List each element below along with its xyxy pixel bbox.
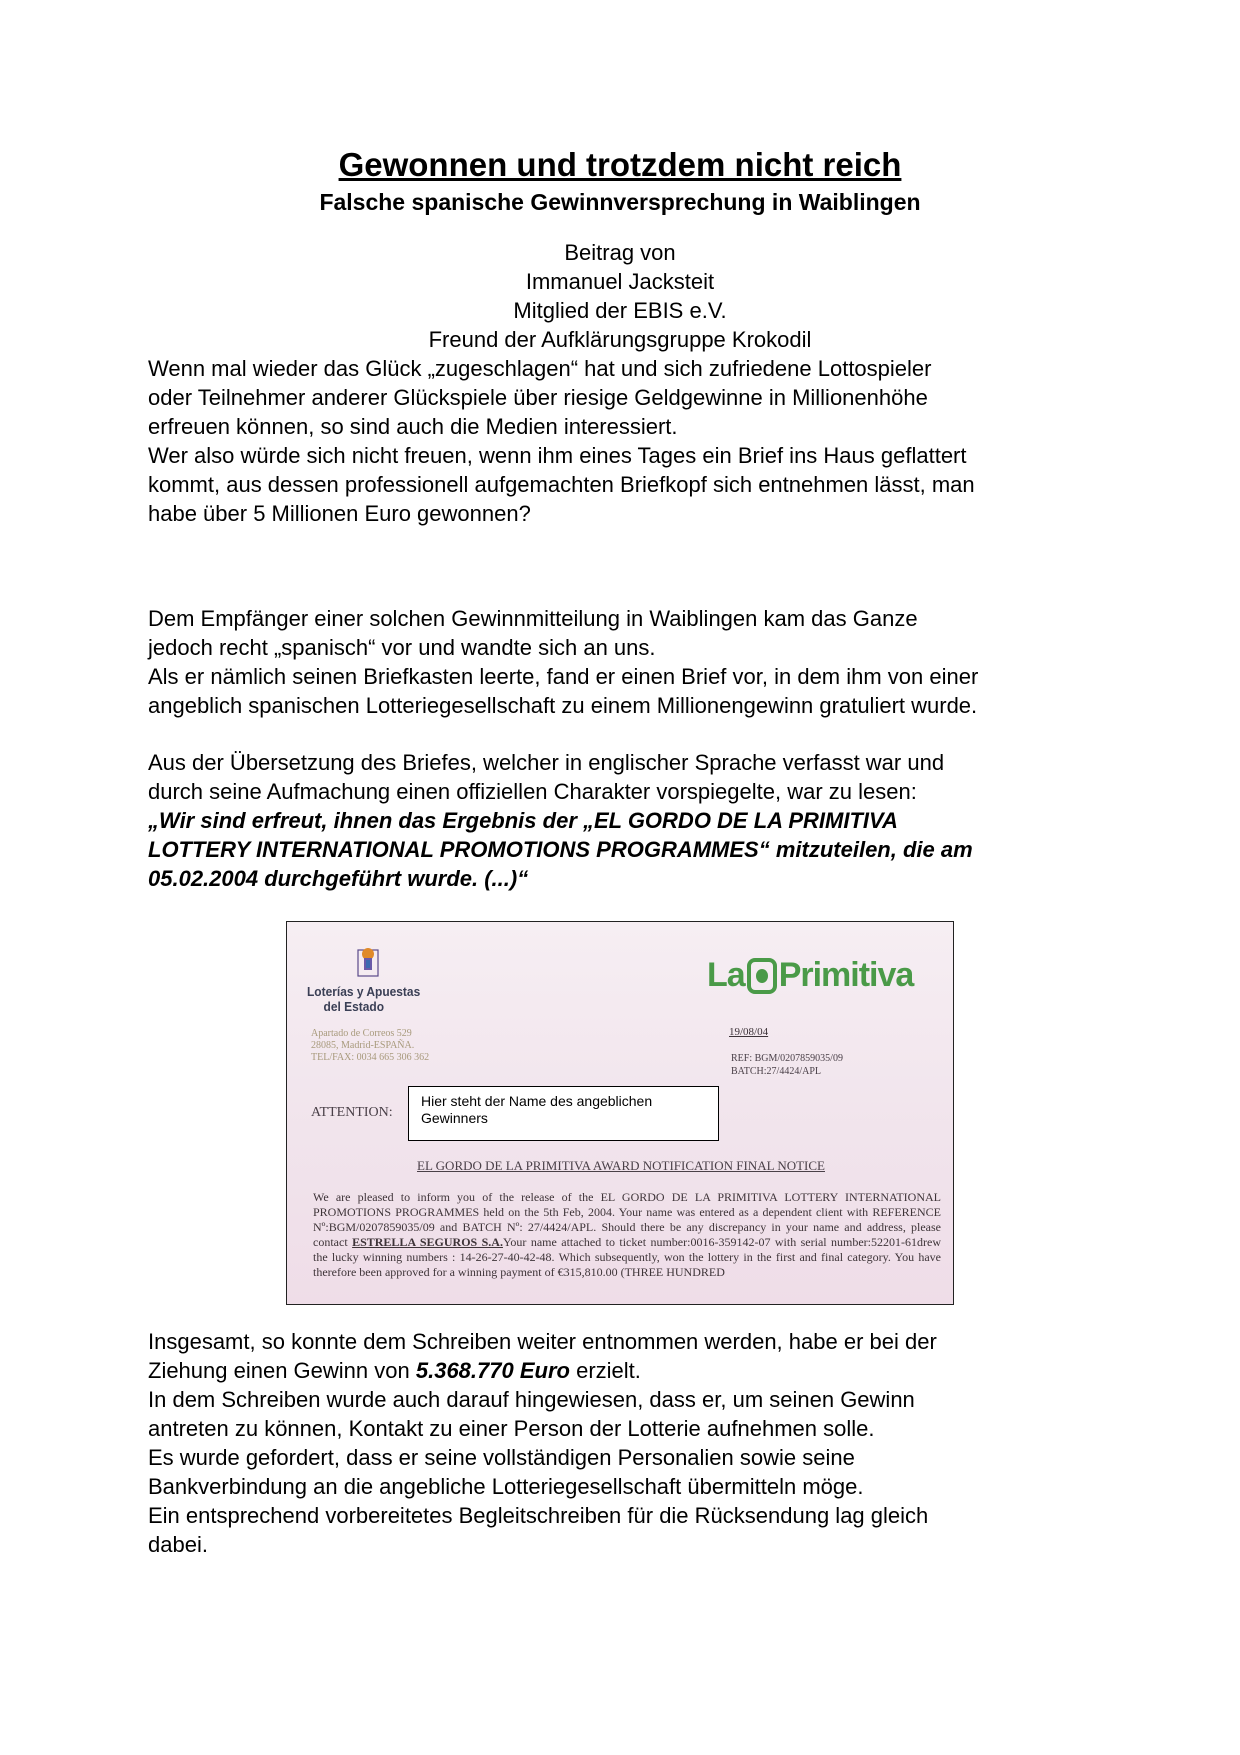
text-line: Als er nämlich seinen Briefkasten leerte, fand er einen Brief vor, in dem ihm von einer bbox=[148, 664, 979, 689]
org-line: Loterías y Apuestas bbox=[307, 984, 421, 999]
quote-line: LOTTERY INTERNATIONAL PROMOTIONS PROGRAMMES“ mitzuteilen, die am bbox=[148, 837, 973, 862]
text-line: erfreuen können, so sind auch die Medien interessiert. bbox=[148, 414, 678, 439]
text-line: habe über 5 Millionen Euro gewonnen? bbox=[148, 501, 531, 526]
paragraph-recipient bbox=[148, 604, 1108, 720]
byline bbox=[0, 238, 1240, 354]
notice-title: EL GORDO DE LA PRIMITIVA AWARD NOTIFICATION FINAL NOTICE bbox=[417, 1158, 825, 1173]
text-line: angeblich spanischen Lotteriegesellschaft zu einem Millionengewinn gratuliert wurde. bbox=[148, 693, 978, 718]
redaction-box: Hier steht der Name des angeblichen Gewinners bbox=[408, 1086, 719, 1141]
text-line: jedoch recht „spanisch“ vor und wandte sich an uns. bbox=[148, 635, 656, 660]
sender-address bbox=[311, 1028, 429, 1064]
text-line: Ein entsprechend vorbereitetes Begleitschreiben für die Rücksendung lag gleich bbox=[148, 1503, 929, 1528]
attention-label: ATTENTION: bbox=[311, 1105, 393, 1120]
reference-number: REF: BGM/0207859035/09 bbox=[731, 1053, 843, 1064]
quote-line: „Wir sind erfreut, ihnen das Ergebnis der „EL GORDO DE LA PRIMITIVA bbox=[148, 808, 898, 833]
byline-line: Beitrag von bbox=[564, 240, 676, 265]
byline-line: Immanuel Jacksteit bbox=[525, 269, 715, 294]
org-line: del Estado bbox=[323, 999, 385, 1014]
logo-ring-icon bbox=[747, 958, 777, 994]
text-line: antreten zu können, Kontakt zu einer Person der Lotterie aufnehmen solle. bbox=[148, 1416, 875, 1441]
page-subtitle: Falsche spanische Gewinnversprechung in Waiblingen bbox=[319, 189, 921, 215]
text-line bbox=[148, 1356, 1108, 1385]
text-line: oder Teilnehmer anderer Glückspiele über riesige Geldgewinne in Millionenhöhe bbox=[148, 385, 928, 410]
logo-text: Primitiva bbox=[778, 956, 914, 994]
organization-name bbox=[307, 984, 420, 1014]
letter-body bbox=[313, 1190, 941, 1280]
byline-line: Freund der Aufklärungsgruppe Krokodil bbox=[428, 327, 812, 352]
byline-line: Mitglied der EBIS e.V. bbox=[513, 298, 727, 323]
address-line: Apartado de Correos 529 bbox=[311, 1028, 412, 1039]
text-line: In dem Schreiben wurde auch darauf hingewiesen, dass er, um seinen Gewinn bbox=[148, 1387, 915, 1412]
la-primitiva-logo bbox=[707, 956, 913, 995]
lottery-emblem-icon bbox=[355, 944, 381, 978]
text-line: Dem Empfänger einer solchen Gewinnmitteilung in Waiblingen kam das Ganze bbox=[148, 606, 918, 631]
reference-block bbox=[731, 1052, 843, 1078]
letter-date: 19/08/04 bbox=[729, 1026, 769, 1038]
batch-number: BATCH:27/4424/APL bbox=[731, 1066, 822, 1077]
letter-body-text: Your name attached to ticket number:0016-359142-07 with serial number:52201-61drew the lucky winning numbers : 14-26-27-40-42-48. Which subsequently, won the lottery in the first and final category. You have therefore been approved for a winning payment of €315,810.00 (THREE HUNDRED bbox=[313, 1235, 941, 1279]
text-line: Wer also würde sich nicht freuen, wenn ihm eines Tages ein Brief ins Haus geflattert bbox=[148, 443, 967, 468]
logo-text: La bbox=[707, 956, 745, 994]
letter-body-text: We are pleased to inform you of the release of the EL GORDO DE LA PRIMITIVA LOTTERY INTERNATIONAL PROMOTIONS PROGRAMMES held on the 5th Feb, 2004. Your name was entered as a dependent client with REFERENCE Nº:BGM/0207859035/09 and BATCH Nº: 27/4424/APL. Should there be any discrepancy in your name and address, please contact bbox=[313, 1190, 941, 1249]
scanned-letter bbox=[286, 921, 954, 1305]
text-line: durch seine Aufmachung einen offiziellen Charakter vorspiegelte, war zu lesen: bbox=[148, 779, 917, 804]
winning-amount: 5.368.770 Euro bbox=[415, 1358, 570, 1383]
text-line: kommt, aus dessen professionell aufgemachten Briefkopf sich entnehmen lässt, man bbox=[148, 472, 975, 497]
quote-line: 05.02.2004 durchgeführt wurde. (...)“ bbox=[148, 866, 529, 891]
paragraph-translation bbox=[148, 748, 1108, 893]
paragraph-intro bbox=[148, 354, 1108, 528]
text-line: Insgesamt, so konnte dem Schreiben weiter entnommen werden, habe er bei der bbox=[148, 1329, 937, 1354]
text-line: Aus der Übersetzung des Briefes, welcher in englischer Sprache verfasst war und bbox=[148, 750, 945, 775]
address-line: 28085, Madrid-ESPAÑA. bbox=[311, 1040, 415, 1051]
text-line: Wenn mal wieder das Glück „zugeschlagen“ hat und sich zufriedene Lottospieler bbox=[148, 356, 932, 381]
text-line: dabei. bbox=[148, 1532, 208, 1557]
contact-name: ESTRELLA SEGUROS S.A. bbox=[352, 1235, 503, 1249]
page-title: Gewonnen und trotzdem nicht reich bbox=[338, 146, 902, 183]
text-fragment: erzielt. bbox=[569, 1358, 641, 1383]
paragraph-summary bbox=[148, 1327, 1108, 1559]
text-line: Bankverbindung an die angebliche Lotteriegesellschaft übermitteln möge. bbox=[148, 1474, 864, 1499]
text-line: Es wurde gefordert, dass er seine vollständigen Personalien sowie seine bbox=[148, 1445, 855, 1470]
address-line: TEL/FAX: 0034 665 306 362 bbox=[311, 1052, 430, 1063]
text-fragment: Ziehung einen Gewinn von bbox=[148, 1358, 416, 1383]
